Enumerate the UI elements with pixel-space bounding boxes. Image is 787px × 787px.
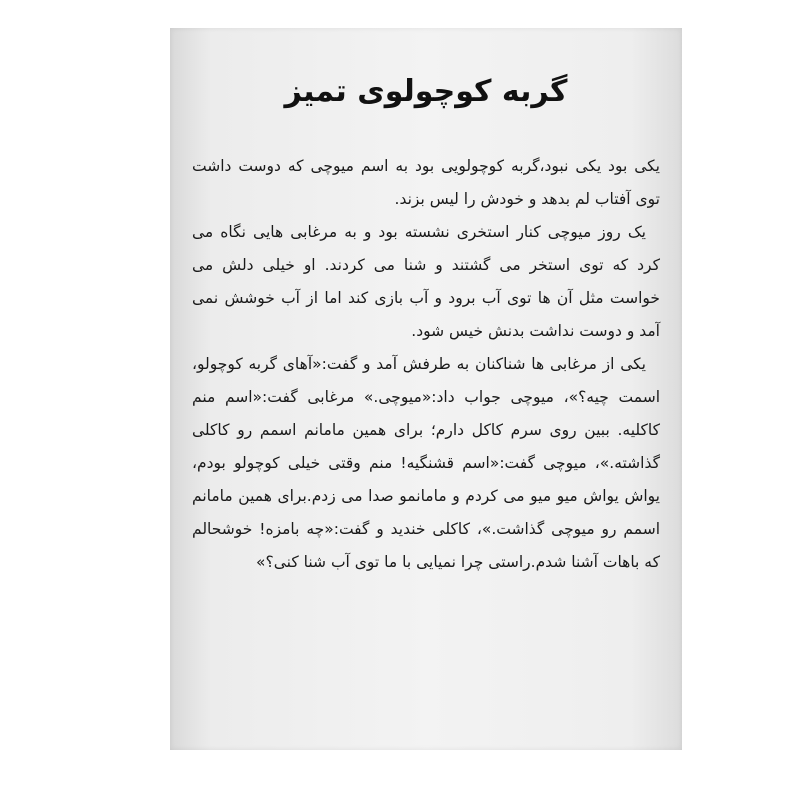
- story-body: [192, 150, 660, 579]
- story-title: گربه کوچولوی تمیز: [284, 74, 568, 109]
- book-page: [170, 28, 682, 750]
- paragraph-1: یکی بود یکی نبود،گربه کوچولویی بود به اسم میوچی که دوست داشت توی آفتاب لم بدهد و خودش را لیس بزند.: [192, 157, 660, 208]
- paragraph-3: یکی از مرغابی ها شناکنان به طرفش آمد و گفت:«آهای گربه کوچولو، اسمت چیه؟»، میوچی جواب داد:«میوچی.» مرغابی گفت:«اسم منم کاکلیه. ببین روی سرم کاکل دارم؛ برای همین مامانم اسمم رو کاکلی گذاشته.»، میوچی گفت:«اسم قشنگیه! منم وقتی خیلی کوچولو بودم، یواش یواش میو میو می کردم و مامانمو صدا می زدم.برای همین مامانم اسمم رو میوچی گذاشت.»، کاکلی خندید و گفت:«چه بامزه! خوشحالم که باهات آشنا شدم.راستی چرا نمیایی با ما توی آب شنا کنی؟»: [192, 355, 660, 571]
- paragraph-2: یک روز میوچی کنار استخری نشسته بود و به مرغابی هایی نگاه می کرد که توی استخر می گشتند و شنا می کردند. او خیلی دلش می خواست مثل آن ها توی آب برود و آب بازی کند اما از آب خوشش نمی آمد و دوست نداشت بدنش خیس شود.: [192, 223, 660, 340]
